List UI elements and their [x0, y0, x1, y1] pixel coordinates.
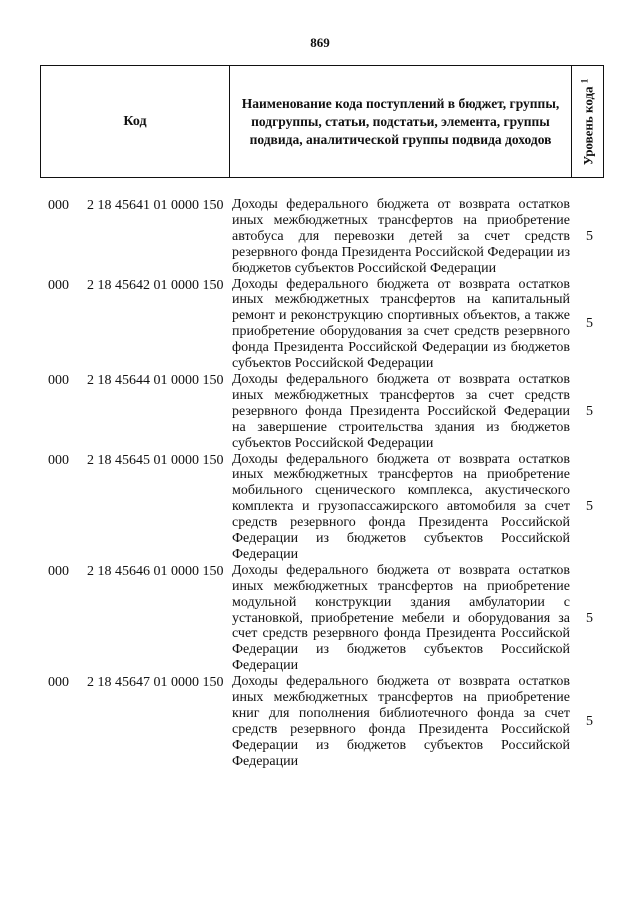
header-level-footnote: 1	[579, 78, 590, 83]
row-code: 2 18 45645 01 0000 150	[87, 452, 224, 468]
row-code: 2 18 45642 01 0000 150	[87, 277, 224, 293]
table-row	[0, 563, 640, 674]
row-level: 5	[586, 228, 593, 244]
row-admin-code: 000	[48, 372, 69, 388]
row-level: 5	[586, 403, 593, 419]
row-code: 2 18 45646 01 0000 150	[87, 563, 224, 579]
table-header	[40, 65, 604, 178]
row-name: Доходы федерального бюджета от возврата остатков иных межбюджетных трансфертов на приобретение мобильного сценического комплекса, акустического комплекта и грузопассажирского автомобиля за счет средств резервного фонда Президента Российской Федерации из бюджетов субъектов Российской Федерации	[232, 451, 570, 562]
row-name: Доходы федерального бюджета от возврата остатков иных межбюджетных трансфертов на капитальный ремонт и реконструкцию спортивных объектов, а также приобретение оборудования за счет средств резервного фонда Президента Российской Федерации из бюджетов субъектов Российской Федерации	[232, 276, 570, 372]
row-admin-code: 000	[48, 563, 69, 579]
table-row	[0, 674, 640, 769]
row-level: 5	[586, 610, 593, 626]
row-name: Доходы федерального бюджета от возврата остатков иных межбюджетных трансфертов за счет средств резервного фонда Президента Российской Федерации на завершение строительства здания из бюджетов субъектов Российской Федерации	[232, 371, 570, 451]
row-name: Доходы федерального бюджета от возврата остатков иных межбюджетных трансфертов на приобретение модульной конструкции здания амбулатории с установкой, приобретение мебели и оборудования за счет средств резервного фонда Президента Российской Федерации из бюджетов субъектов Российской Федерации	[232, 562, 570, 674]
row-admin-code: 000	[48, 198, 69, 213]
table-row	[0, 372, 640, 452]
row-admin-code: 000	[48, 452, 69, 468]
row-code: 2 18 45644 01 0000 150	[87, 372, 224, 388]
row-code: 2 18 45647 01 0000 150	[87, 675, 224, 691]
row-level: 5	[586, 713, 593, 729]
table-row	[0, 452, 640, 563]
table-row	[0, 277, 640, 372]
header-name: Наименование кода поступлений в бюджет, группы, подгруппы, статьи, подстатьи, элемента, группы подвида, аналитической группы подвида доходов	[230, 66, 572, 177]
table-row	[0, 197, 640, 277]
header-level	[579, 78, 596, 165]
row-code: 2 18 45641 01 0000 150	[87, 198, 224, 213]
table-body	[0, 197, 640, 770]
row-level: 5	[586, 316, 593, 332]
row-level: 5	[586, 499, 593, 515]
header-level-cell	[573, 66, 603, 177]
row-name: Доходы федерального бюджета от возврата остатков иных межбюджетных трансфертов на приобретение книг для пополнения библиотечного фонда за счет средств резервного фонда Президента Российской Федерации из бюджетов субъектов Российской Федерации	[232, 674, 570, 769]
row-name: Доходы федерального бюджета от возврата остатков иных межбюджетных трансфертов на приобретение автобуса для перевозки детей за счет средств резервного фонда Президента Российской Федерации из бюджетов субъектов Российской Федерации	[232, 197, 571, 276]
row-admin-code: 000	[48, 277, 69, 293]
page-number: 869	[310, 35, 330, 50]
row-admin-code: 000	[48, 675, 69, 691]
header-code: Код	[41, 66, 230, 177]
header-level-label: Уровень кода	[580, 85, 596, 165]
